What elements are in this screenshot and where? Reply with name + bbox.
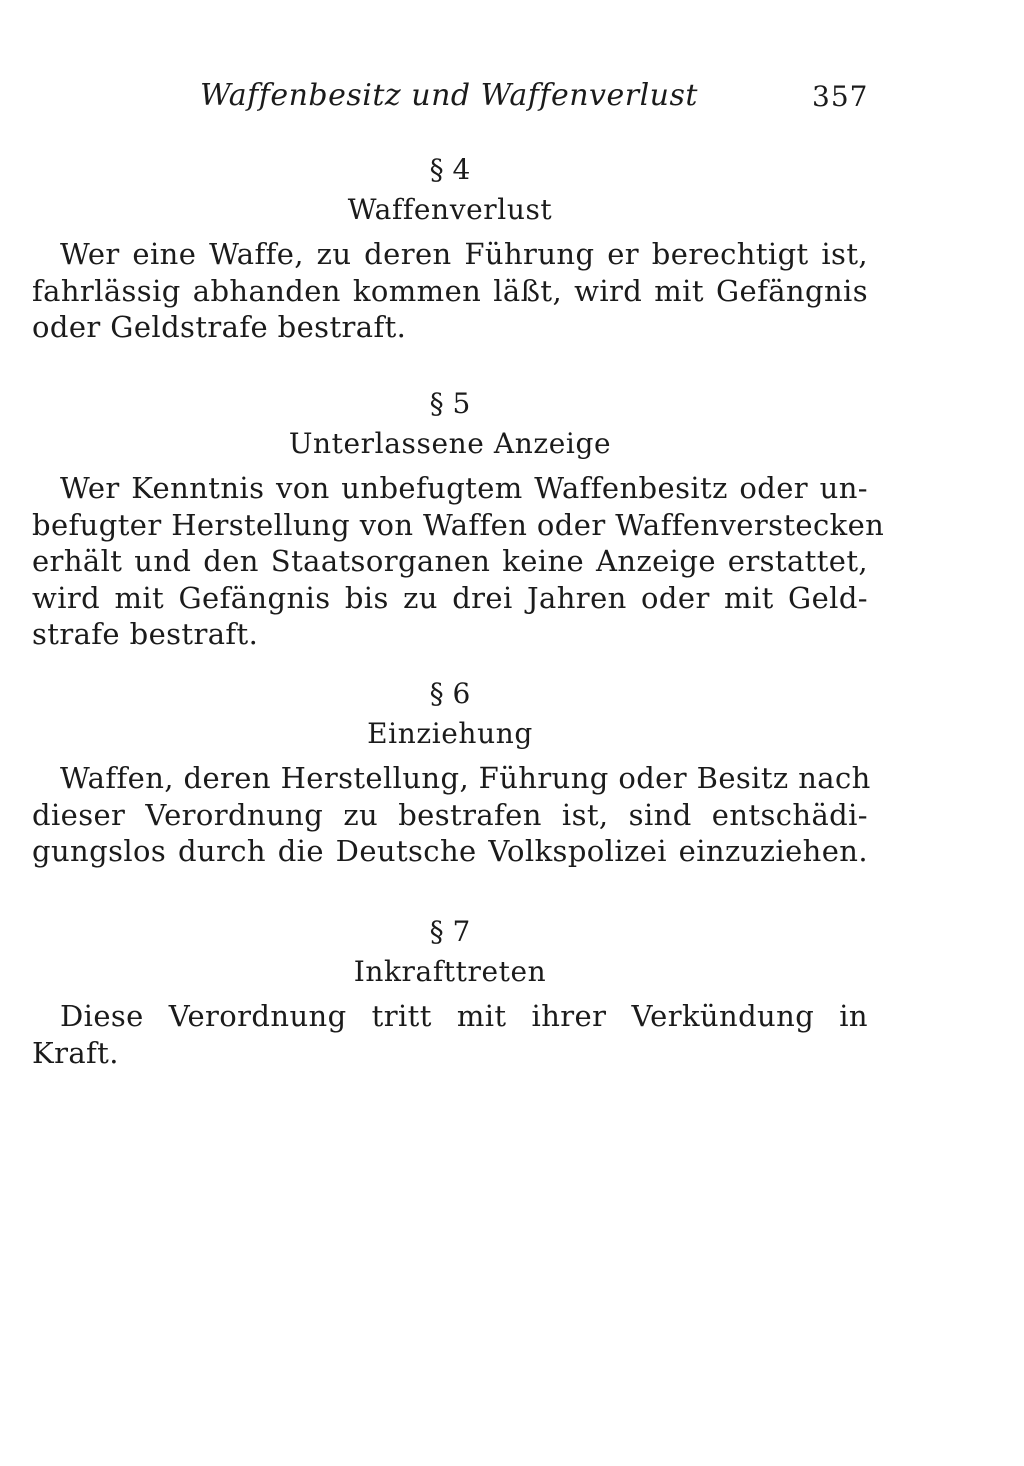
section-body <box>32 470 885 653</box>
section-number: § 7 <box>429 915 471 948</box>
section-title: Einziehung <box>367 717 533 750</box>
body-line: strafe bestraft. <box>32 617 259 651</box>
section-number: § 4 <box>429 153 471 186</box>
body-line: Wer eine Waffe, zu deren Führung er berechtigt ist, <box>60 237 868 271</box>
section-body <box>32 760 871 870</box>
section-number: § 6 <box>429 677 471 710</box>
body-line: Diese Verordnung tritt mit ihrer Verkündung in <box>60 999 868 1033</box>
section-title: Unterlassene Anzeige <box>288 427 612 460</box>
section-6 <box>32 676 871 870</box>
body-line: oder Geldstrafe bestraft. <box>32 310 407 344</box>
body-line: befugter Herstellung von Waffen oder Waffenverstecken <box>32 507 885 542</box>
body-line: gungslos durch die Deutsche Volkspolizei einzuziehen. <box>32 834 868 868</box>
body-line: fahrlässig abhanden kommen läßt, wird mit Gefängnis <box>32 273 868 308</box>
page-number: 357 <box>812 80 869 113</box>
section-4 <box>32 152 868 346</box>
running-title: Waffenbesitz und Waffenverlust <box>200 78 698 113</box>
section-body <box>32 236 868 346</box>
body-line: wird mit Gefängnis bis zu drei Jahren oder mit Geld- <box>32 580 868 615</box>
section-5 <box>32 386 885 653</box>
section-7 <box>32 914 868 1071</box>
body-line: Wer Kenntnis von unbefugtem Waffenbesitz oder un- <box>60 471 868 505</box>
body-line: erhält und den Staatsorganen keine Anzeige erstattet, <box>32 544 868 578</box>
section-title: Waffenverlust <box>347 193 553 226</box>
body-line: Kraft. <box>32 1035 119 1070</box>
body-line: dieser Verordnung zu bestrafen ist, sind entschädi- <box>32 797 868 832</box>
section-number: § 5 <box>429 387 471 420</box>
section-title: Inkrafttreten <box>353 955 547 988</box>
body-line: Waffen, deren Herstellung, Führung oder Besitz nach <box>60 761 871 795</box>
section-body <box>32 998 868 1071</box>
